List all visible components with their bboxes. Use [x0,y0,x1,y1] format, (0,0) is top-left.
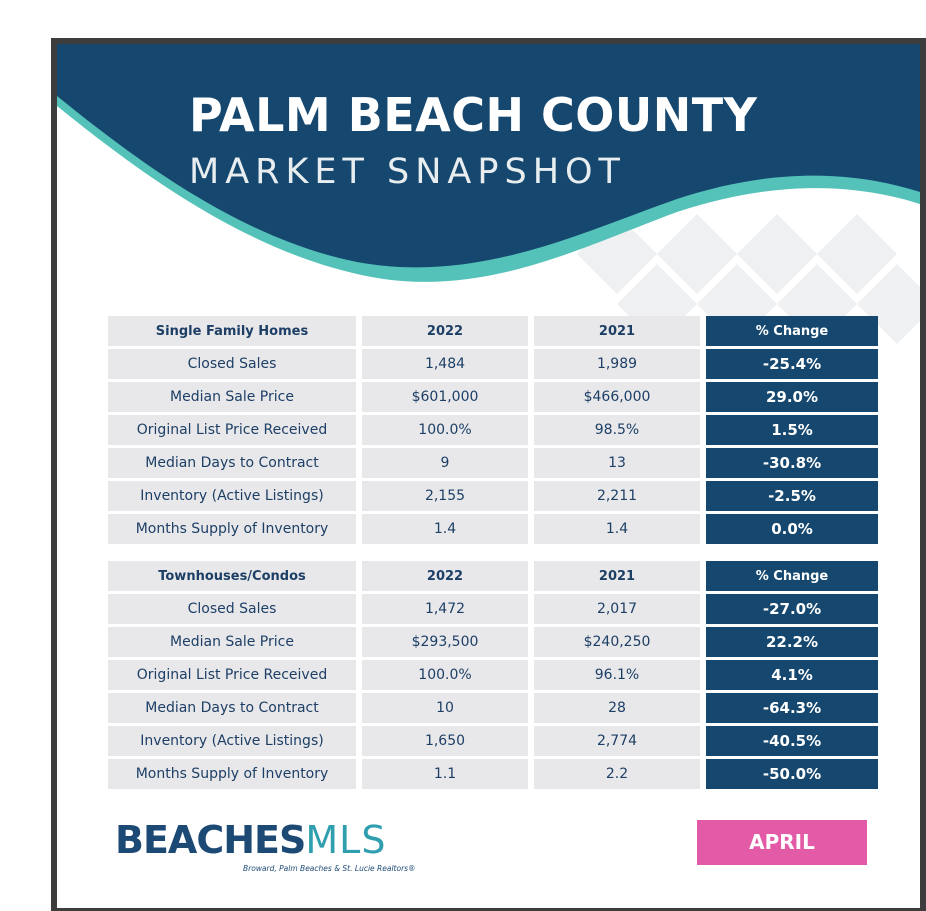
cell-change: -27.0% [706,594,878,624]
cell-change: 29.0% [706,382,878,412]
cell-label: Original List Price Received [108,415,356,445]
cell-label: Median Days to Contract [108,448,356,478]
logo-tagline: Broward, Palm Beaches & St. Lucie Realtors® [243,864,416,873]
cell-label: Median Sale Price [108,627,356,657]
table-header-row [108,561,878,591]
page-subtitle: MARKET SNAPSHOT [189,152,626,192]
cell-change: 1.5% [706,415,878,445]
cell-label: Months Supply of Inventory [108,514,356,544]
cell-label: Inventory (Active Listings) [108,481,356,511]
logo-main-text: BEACHES [115,818,306,862]
cell-y2: $466,000 [534,382,700,412]
cell-change: -50.0% [706,759,878,789]
cell-y2: 96.1% [534,660,700,690]
cell-change: % Change [706,561,878,591]
cell-y1: 1,472 [362,594,528,624]
cell-change: -25.4% [706,349,878,379]
single-family-table [102,313,884,547]
month-badge: APRIL [697,820,867,865]
cell-label: Months Supply of Inventory [108,759,356,789]
cell-label: Median Sale Price [108,382,356,412]
cell-y2: 1.4 [534,514,700,544]
cell-y2: 2.2 [534,759,700,789]
cell-change: -2.5% [706,481,878,511]
cell-y1: 1.4 [362,514,528,544]
cell-y1: 1.1 [362,759,528,789]
cell-y1: $293,500 [362,627,528,657]
cell-y1: 1,484 [362,349,528,379]
cell-y2: 1,989 [534,349,700,379]
cell-change: -30.8% [706,448,878,478]
cell-change: 22.2% [706,627,878,657]
snapshot-card [51,38,926,911]
cell-y1: 9 [362,448,528,478]
cell-y2: $240,250 [534,627,700,657]
cell-y1: 100.0% [362,415,528,445]
cell-label: Single Family Homes [108,316,356,346]
table-row [108,448,878,478]
cell-y2: 98.5% [534,415,700,445]
cell-y2: 2,017 [534,594,700,624]
cell-y2: 28 [534,693,700,723]
table-row [108,349,878,379]
cell-y1: 1,650 [362,726,528,756]
cell-y1: 2022 [362,316,528,346]
cell-change: 4.1% [706,660,878,690]
cell-change: -64.3% [706,693,878,723]
table-row [108,627,878,657]
cell-label: Inventory (Active Listings) [108,726,356,756]
table-row [108,415,878,445]
table-row [108,759,878,789]
table-row [108,660,878,690]
beaches-mls-logo [115,818,416,873]
cell-y2: 2021 [534,316,700,346]
table-row [108,514,878,544]
cell-y2: 2,774 [534,726,700,756]
cell-y1: 10 [362,693,528,723]
cell-y1: 2,155 [362,481,528,511]
cell-label: Closed Sales [108,594,356,624]
page-title: PALM BEACH COUNTY [189,88,758,142]
logo-mls-text: MLS [305,818,387,862]
cell-y1: 2022 [362,561,528,591]
cell-change: -40.5% [706,726,878,756]
cell-y2: 2,211 [534,481,700,511]
table-row [108,726,878,756]
cell-y1: $601,000 [362,382,528,412]
cell-y2: 2021 [534,561,700,591]
snapshot-panel [57,44,920,908]
cell-y2: 13 [534,448,700,478]
cell-label: Median Days to Contract [108,693,356,723]
cell-change: 0.0% [706,514,878,544]
table-header-row [108,316,878,346]
cell-label: Closed Sales [108,349,356,379]
cell-y1: 100.0% [362,660,528,690]
table-row [108,594,878,624]
cell-label: Original List Price Received [108,660,356,690]
table-row [108,693,878,723]
table-row [108,382,878,412]
cell-change: % Change [706,316,878,346]
cell-label: Townhouses/Condos [108,561,356,591]
table-row [108,481,878,511]
condos-table [102,558,884,792]
